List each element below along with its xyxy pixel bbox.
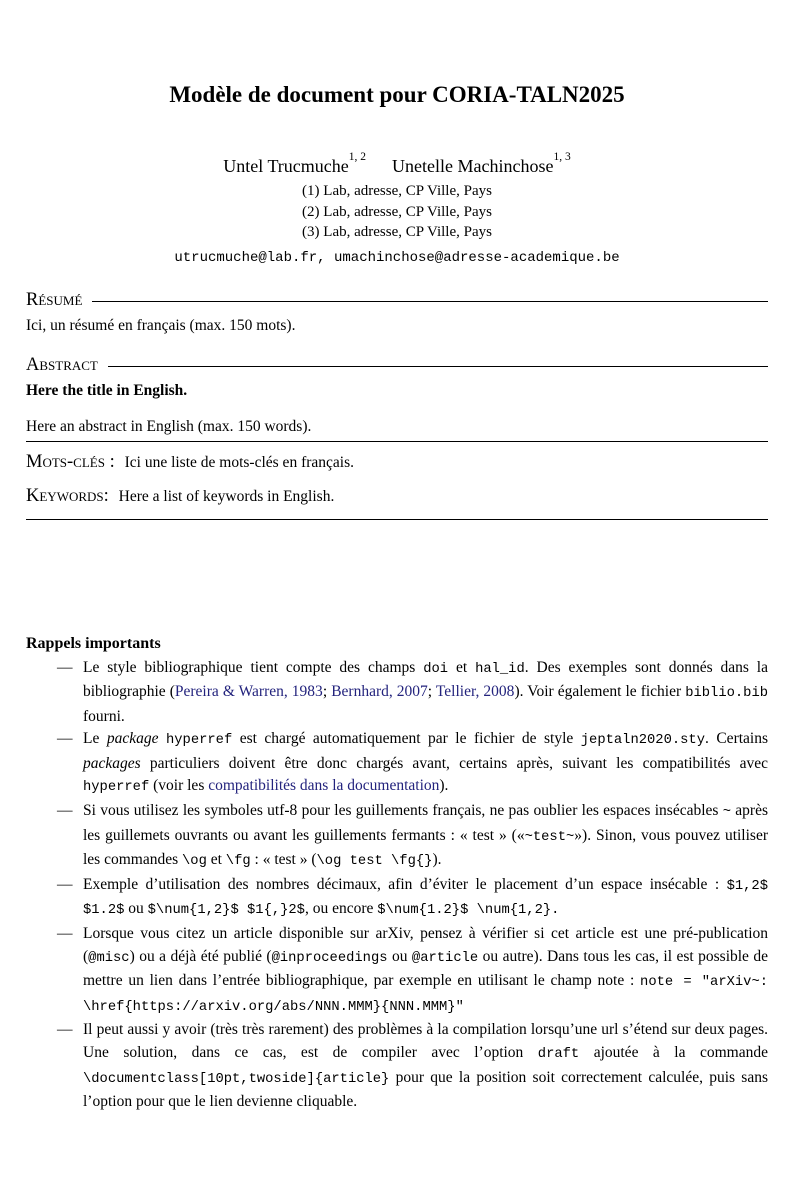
text-span: packages	[83, 754, 141, 772]
text-span: Le	[83, 730, 107, 748]
text-span: et	[206, 851, 226, 869]
authors-line	[26, 150, 768, 178]
abstract-heading	[26, 352, 768, 378]
code-span: $1,2$ $1.2$	[83, 878, 768, 919]
reminder-item	[26, 1019, 768, 1113]
code-span: \og	[182, 854, 207, 870]
code-span: \fg	[225, 854, 251, 870]
code-span: draft	[537, 1047, 580, 1062]
motscles-line	[26, 449, 768, 476]
front-matter-divider-rule	[26, 519, 768, 520]
bullet-dash: —	[57, 730, 73, 748]
text-span: ;	[322, 683, 332, 701]
text-span: Exemple d’utilisation des nombres décimaux, afin d’éviter le placement d’un espace insécable :	[83, 875, 727, 893]
resume-heading	[26, 287, 768, 313]
keywords-text: Here a list of keywords in English.	[118, 487, 335, 505]
text-span: (voir les	[149, 777, 209, 795]
resume-label: Résumé	[26, 289, 83, 310]
text-span: est chargé automatiquement par le fichier de style	[232, 730, 581, 748]
text-span: ).	[439, 777, 449, 795]
affiliation-2: (2) Lab, adresse, CP Ville, Pays	[302, 203, 492, 220]
text-span: ;	[427, 683, 436, 701]
text-span: après les guillemets ouvrants ou avant les guillements fermants : « test » («	[83, 802, 769, 844]
code-span: @article	[411, 950, 479, 966]
text-span: ou	[124, 900, 148, 918]
resume-text: Ici, un résumé en français (max. 150 mots).	[26, 316, 296, 334]
author-1-affiliation-sup: 1, 2	[348, 150, 367, 163]
code-span: hyperref	[83, 780, 150, 796]
hyperlink[interactable]: Bernhard, 2007	[331, 683, 428, 701]
reminder-item-text	[83, 1021, 768, 1110]
text-span: »). Sinon, vous pouvez utiliser les commandes	[83, 826, 768, 869]
motscles-text: Ici une liste de mots-clés en français.	[124, 453, 354, 471]
bullet-dash: —	[57, 802, 73, 820]
bullet-dash: —	[57, 658, 73, 676]
keywords-line	[26, 483, 768, 510]
motscles-label: Mots-clés :	[26, 451, 115, 472]
text-span: ou	[387, 947, 412, 965]
code-span: \documentclass[10pt,twoside]{article}	[83, 1071, 390, 1087]
author-2-affiliation-sup: 1, 3	[553, 150, 571, 163]
paper-title: Modèle de document pour CORIA-TALN2025	[169, 82, 625, 107]
reminder-item-text	[83, 730, 768, 794]
abstract-text: Here an abstract in English (max. 150 words).	[26, 416, 768, 442]
reminder-item-text	[83, 925, 768, 1014]
bullet-dash: —	[57, 875, 73, 893]
code-span: hal_id	[475, 661, 525, 677]
reminders-list	[26, 657, 768, 1114]
reminder-item	[26, 657, 768, 729]
text-span: particuliers doivent être donc chargés avant, certains après, suivant les compatibilités avec	[140, 754, 768, 772]
code-span: \og test \fg{}	[316, 854, 433, 870]
text-span: ).	[432, 851, 442, 869]
code-span: biblio.bib	[685, 686, 769, 702]
text-span: fourni.	[83, 707, 125, 725]
affiliation-1: (1) Lab, adresse, CP Ville, Pays	[302, 183, 492, 199]
code-span: $\num{1.2}$ \num{1,2}.	[377, 903, 560, 919]
text-span: ajoutée à la commande	[579, 1044, 768, 1061]
code-span: ~	[722, 805, 732, 821]
reminder-item-text	[83, 876, 768, 918]
text-span	[158, 730, 166, 747]
author-1-name: Untel Trucmuche	[223, 156, 349, 176]
author-2-name: Unetelle Machinchose	[392, 156, 554, 176]
text-span: ou autre). Dans tous les cas, il est possible de mettre un lien dans l’entrée bibliographique, par exemple en utilisant le champ note :	[83, 947, 769, 990]
keywords-label: Keywords:	[26, 485, 109, 506]
text-span: ) ou a déjà été publié (	[129, 947, 272, 965]
paper-page	[0, 80, 794, 1114]
text-span: . Certains	[704, 730, 768, 748]
affiliations-block	[26, 181, 768, 243]
hyperlink[interactable]: Pereira & Warren, 1983	[174, 683, 323, 701]
hyperlink[interactable]: Tellier, 2008	[435, 683, 515, 701]
author-1	[223, 150, 367, 178]
text-span: Lorsque vous citez un article disponible sur arXiv, pensez à vérifier si cet article est une pré-publication (	[83, 925, 768, 965]
code-span: jeptaln2020.sty	[580, 733, 705, 749]
code-span: doi	[423, 661, 449, 677]
hyperlink[interactable]: compatibilités dans la documentation	[208, 777, 440, 795]
reminder-item	[26, 800, 768, 874]
code-span: note = "arXiv~: \href{https://arxiv.org/abs/NNN.MMM}{NNN.MMM}"	[83, 975, 769, 1015]
text-span: Le style bibliographique tient compte des champs	[83, 658, 424, 676]
reminders-heading: Rappels importants	[26, 634, 161, 652]
text-span: , ou encore	[304, 900, 378, 918]
code-span: $\num{1,2}$ $1{,}2$	[147, 903, 305, 919]
text-span: et	[448, 658, 476, 676]
abstract-section	[26, 352, 768, 442]
text-span: Il peut aussi y avoir (très très rarement) des problèmes à la compilation lorsqu’une url s’étend sur deux pages. Une solution, dans ce cas, est de compiler avec l’option	[83, 1021, 768, 1061]
text-span: . Des exemples sont donnés dans la bibliographie (	[83, 658, 768, 701]
abstract-label: Abstract	[26, 354, 98, 375]
text-span: package	[106, 730, 159, 748]
author-emails: utrucmuche@lab.fr, umachinchose@adresse-academique.be	[174, 249, 620, 266]
reminder-item-text	[83, 659, 768, 725]
abstract-rule	[108, 366, 768, 367]
reminder-item-text	[83, 802, 768, 868]
resume-section	[26, 287, 768, 337]
code-span: hyperref	[165, 733, 233, 749]
text-span: ). Voir également le fichier	[514, 683, 686, 701]
author-2	[392, 150, 571, 178]
code-span: ~test~	[524, 829, 575, 845]
affiliation-3: (3) Lab, adresse, CP Ville, Pays	[302, 224, 492, 240]
reminder-item	[26, 874, 768, 923]
bullet-dash: —	[57, 925, 73, 943]
resume-rule	[92, 301, 768, 302]
text-span: : « test » (	[250, 851, 317, 869]
code-span: @misc	[88, 950, 130, 966]
reminder-item	[26, 923, 768, 1019]
text-span: pour que la position soit correctement calculée, puis sans l’option pour que le lien devienne cliquable.	[83, 1068, 768, 1111]
reminder-item	[26, 728, 768, 800]
abstract-english-title: Here the title in English.	[26, 381, 188, 399]
bullet-dash: —	[57, 1021, 73, 1039]
code-span: @inproceedings	[271, 950, 388, 966]
text-span: Si vous utilisez les symboles utf-8 pour les guillements français, ne pas oublier les espaces insécables	[83, 802, 723, 820]
